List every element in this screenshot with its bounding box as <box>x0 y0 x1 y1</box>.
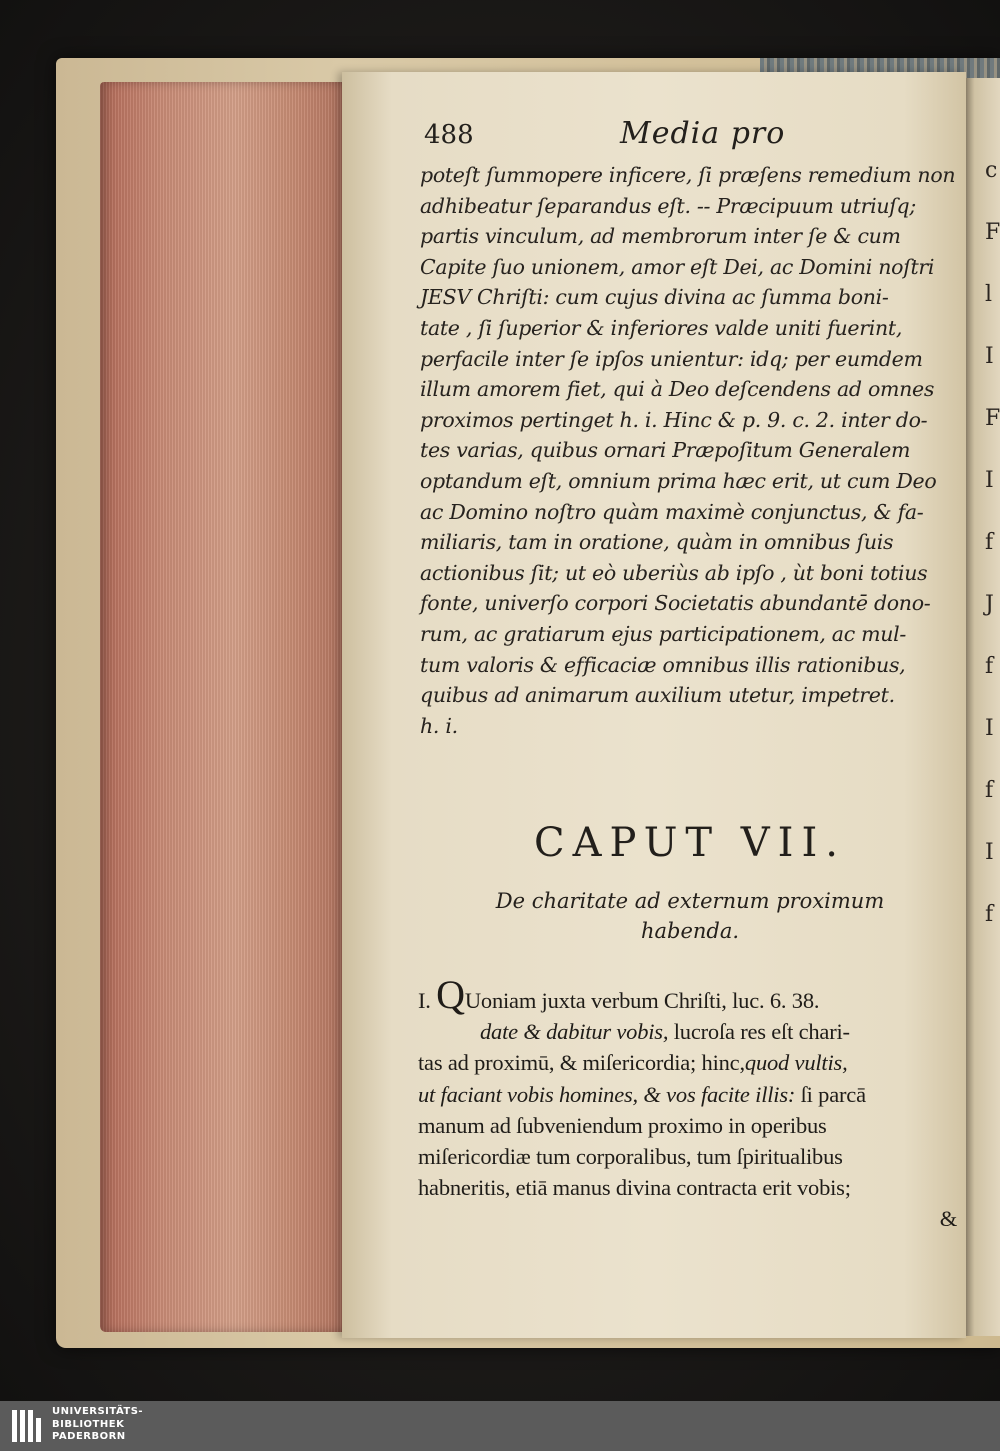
drop-initial: Q <box>436 972 465 1017</box>
running-head <box>424 116 964 156</box>
text-line: tes varias, quibus ornari Præpoſitum Generalem <box>420 438 911 463</box>
text-line: ac Domino noſtro quàm maximè conjunctus, & fa- <box>420 499 924 524</box>
text-line: optandum eſt, omnium prima hæc erit, ut cum Deo <box>420 468 937 493</box>
text-line <box>418 1203 963 1234</box>
chapter-subheading <box>420 886 960 946</box>
catchword: & <box>939 1206 957 1232</box>
text-line: miliaris, tam in oratione, quàm in omnibus ſuis <box>420 530 894 555</box>
text-line: quibus ad animarum auxilium utetur, impetret. <box>420 683 895 708</box>
line-text: Uoniam juxta verbum Chriſti, luc. 6. 38. <box>464 988 820 1013</box>
footer-bar <box>0 1401 1000 1451</box>
text-line: illum amorem fiet, qui à Deo deſcendens ad omnes <box>420 377 935 402</box>
text-line: Capite ſuo unionem, amor eſt Dei, ac Domini noſtri <box>420 254 935 279</box>
text-line: rum, ac gratiarum ejus participationem, ac mul- <box>420 621 907 646</box>
paragraph-number: I. <box>418 988 431 1013</box>
text-line: tum valoris & efficaciæ omnibus illis rationibus, <box>420 652 906 677</box>
line-text-italic: quod vultis, <box>744 1050 848 1076</box>
text-line: miſericordiæ tum corporalibus, tum ſpiritualibus <box>418 1144 843 1170</box>
text-line: manum ad ſubveniendum proximo in operibus <box>418 1112 827 1138</box>
library-name <box>52 1406 143 1444</box>
facing-page-letters: c F l I F I f J f I f I f <box>985 158 1000 927</box>
chapter-heading: CAPUT VII. <box>533 820 846 866</box>
library-name-line: UNIVERSITÄTS- <box>52 1406 144 1417</box>
page-number: 488 <box>424 120 474 150</box>
line-text-italic: ut faciant vobis homines, & vos facite illis: <box>418 1081 796 1107</box>
body-paragraph <box>418 972 963 1235</box>
text-line: JESV Chriſti: cum cujus divina ac ſumma boni- <box>420 285 889 310</box>
text-line: proximos pertinget h. i. Hinc & p. 9. c. 2. inter do- <box>420 407 928 432</box>
subheading-line: habenda. <box>640 919 740 943</box>
text-line <box>418 972 963 1017</box>
line-text: lucroſa res eſt chari- <box>668 1019 850 1045</box>
subheading-line: De charitate ad externum proximum <box>495 889 885 913</box>
text-line: adhibeatur ſeparandus eſt. -- Præcipuum utriuſq; <box>420 193 916 218</box>
line-text: tas ad proximū, & miſericordia; hinc, <box>418 1050 745 1076</box>
text-line: tate , ſi ſuperior & inferiores valde uniti fuerint, <box>420 315 903 340</box>
text-line: habneritis, etiā manus divina contracta erit vobis; <box>418 1175 851 1201</box>
library-logo-icon <box>10 1408 46 1444</box>
upper-paragraph <box>420 160 960 741</box>
text-line: actionibus ſit; ut eò uberiùs ab ipſo , ùt boni totius <box>420 560 928 585</box>
text-line: perfacile inter ſe ipſos unientur: idq; per eumdem <box>420 346 923 371</box>
text-line: partis vinculum, ad membrorum inter ſe & cum <box>420 224 901 249</box>
text-line <box>418 1016 963 1047</box>
library-name-line: BIBLIOTHEK <box>52 1418 125 1430</box>
library-name-line: PADERBORN <box>52 1431 126 1442</box>
running-title: Media pro <box>620 116 786 151</box>
text-line: fonte, univerſo corpori Societatis abundantē dono- <box>420 591 931 616</box>
text-line: h. i. <box>420 713 458 738</box>
text-line <box>418 1047 963 1078</box>
line-text: ſi parcā <box>795 1081 866 1107</box>
text-line <box>418 1079 963 1110</box>
text-line: poteſt ſummopere inficere, ſi præſens remedium non <box>420 163 956 187</box>
line-text-italic: date & dabitur vobis, <box>480 1019 669 1045</box>
page-edges <box>100 82 345 1332</box>
